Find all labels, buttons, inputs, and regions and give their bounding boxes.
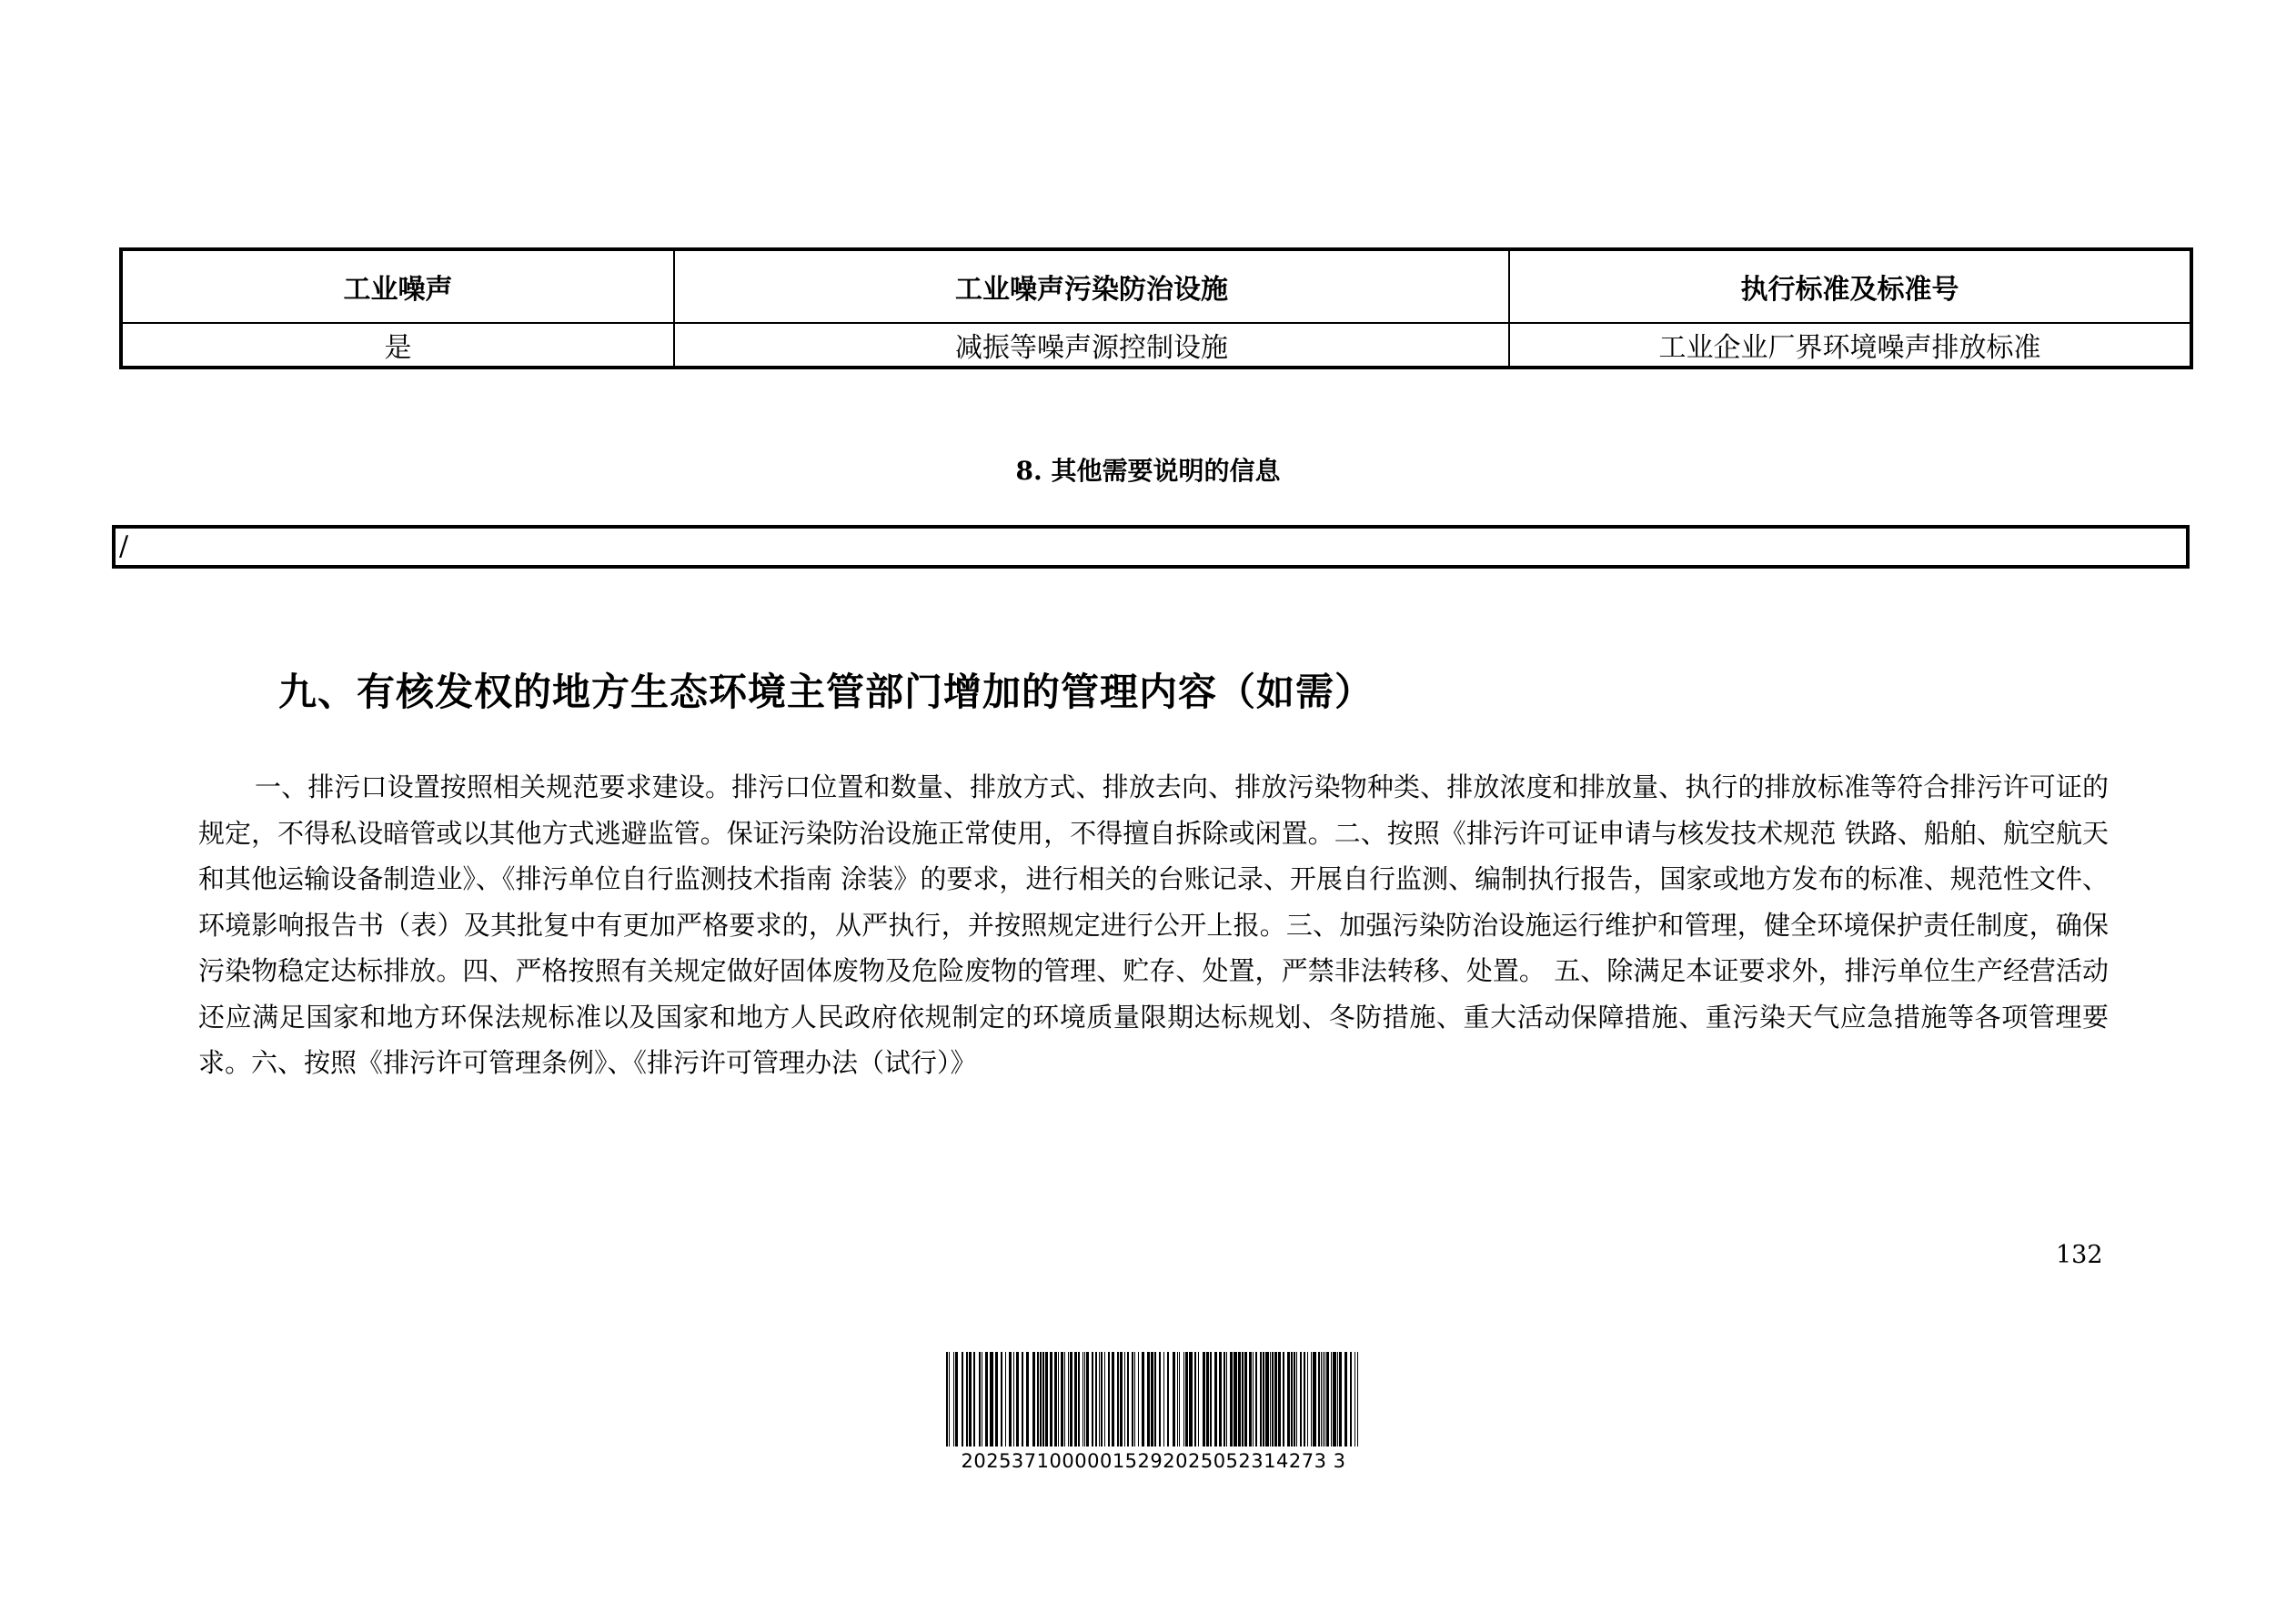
table-row: [121, 323, 2191, 368]
section-8-title: 8. 其他需要说明的信息: [1015, 456, 1281, 486]
other-info-box: /: [112, 525, 2190, 569]
barcode-number: 20253710000015292025052314273 3: [961, 1450, 1346, 1472]
chapter-9-body: 一、排污口设置按照相关规范要求建设。排污口位置和数量、排放方式、排放去向、排放污染物种类、排放浓度和排放量、执行的排放标准等符合排污许可证的规定，不得私设暗管或以其他方式逃避监管。保证污染防治设施正常使用，不得擅自拆除或闲置。二、按照《排污许可证申请与核发技术规范 铁路、船舶、航空航天和其他运输设备制造业》、《排污单位自行监测技术指南 涂装》的要求，进行相关的台账记录、开展自行监测、编制执行报告，国家或地方发布的标准、规范性文件、环境影响报告书（表）及其批复中有更加严格要求的，从严执行，并按照规定进行公开上报。三、加强污染防治设施运行维护和管理，健全环境保护责任制度，确保污染物稳定达标排放。四、严格按照有关规定做好固体废物及危险废物的管理、贮存、处置，严禁非法转移、处置。 五、除满足本证要求外，排污单位生产经营活动还应满足国家和地方环保法规标准以及国家和地方人民政府依规制定的环境质量限期达标规划、冬防措施、重大活动保障措施、重污染天气应急措施等各项管理要求。六、按照《排污许可管理条例》、《排污许可管理办法（试行）》: [198, 771, 2109, 1078]
header-industrial-noise: 工业噪声: [121, 249, 674, 323]
cell-noise-control-facility: 减振等噪声源控制设施: [674, 323, 1509, 368]
table-header-row: [121, 249, 2191, 323]
cell-industrial-noise: 是: [121, 323, 674, 368]
noise-facility-table: [119, 247, 2193, 369]
chapter-9-title: 九、有核发权的地方生态环境主管部门增加的管理内容（如需）: [278, 670, 1375, 714]
page-number: 132: [2056, 1241, 2103, 1269]
barcode-image: [944, 1352, 1363, 1447]
header-noise-control-facility: 工业噪声污染防治设施: [674, 249, 1509, 323]
cell-standard: 工业企业厂界环境噪声排放标准: [1509, 323, 2191, 368]
header-standard: 执行标准及标准号: [1509, 249, 2191, 323]
